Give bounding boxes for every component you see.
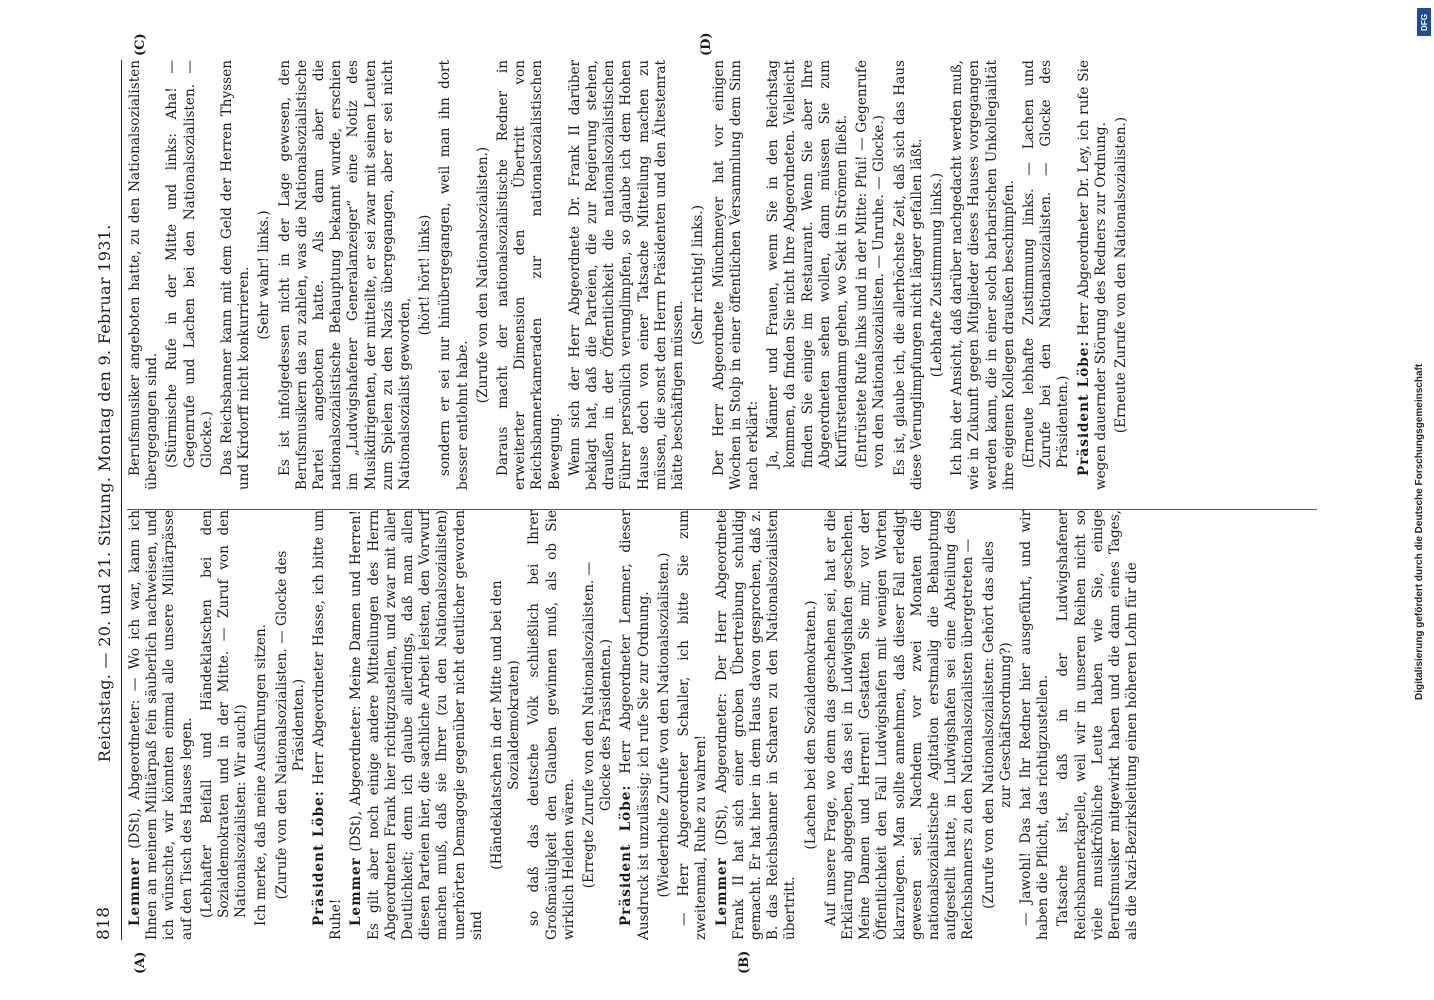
speech-paragraph [714, 510, 800, 940]
stage-direction [1113, 60, 1130, 490]
speaker-name: Lemmer [713, 857, 730, 926]
digitization-note [1414, 0, 1430, 1000]
speech-paragraph [127, 510, 196, 940]
text-paragraph [253, 510, 270, 940]
text-paragraph [437, 60, 471, 490]
text-paragraph [1018, 510, 1052, 940]
paragraph-text: Herr Abgeordneter Hasse, ich bitte um Ruhe! [311, 509, 345, 940]
text-paragraph [676, 510, 710, 940]
stage-direction [199, 510, 251, 940]
page-number: 818 [94, 906, 114, 940]
text-paragraph [219, 60, 253, 490]
stage-direction [164, 60, 216, 490]
paragraph-text: Ja, Männer und Frauen, wenn Sie in den Reichstag kommen, da finden Sie nicht Ihre Abgeordneten. Vielleicht finden Sie einige im Restaurant. Wenn Sie aber Ihre Abgeordneten sehen wollen, dann müssen Sie zum Kurfürstendamm gehen, wo Sekt in Strömen fließt. [765, 60, 850, 468]
paragraph-text: Der Herr Abgeordnete Münchmeyer hat vor einigen Wochen in Stolp in einer öffentlichen Versammlung dem Sinn nach erklärt: [710, 60, 761, 490]
paragraph-text: (Wiederholte Zurufe von den Nationalsozialisten.) [655, 552, 672, 898]
margin-marker-c: (C) [133, 33, 148, 56]
paragraph-text: sondern er sei nur hinübergegangen, weil man ihn dort besser entlohnt habe. [437, 60, 471, 490]
text-paragraph [127, 60, 161, 490]
text-paragraph [526, 510, 578, 940]
speaker-name: Lemmer [127, 857, 143, 926]
paragraph-text: — Jawohl! Das hat Ihr Redner hier ausgeführt, und wir haben die Pflicht, das richtigzustellen. [1017, 510, 1052, 940]
dfg-logo-text: DFG [1419, 13, 1429, 31]
speech-paragraph [1076, 60, 1110, 490]
paragraph-text: Das Reichsbanner kann mit dem Geld der Herren Thyssen und Kirdorff nicht konkurrieren. [219, 60, 253, 490]
stage-direction [765, 60, 851, 490]
margin-marker-b: (B) [737, 950, 752, 974]
stage-direction [581, 510, 615, 940]
paragraph-text: Daraus macht der nationalsozialistische Redner in erweiterter Dimension den Übertritt von Reichsbannerkameraden zur nationalsozialistischen Bewegung. [495, 60, 563, 490]
paragraph-text: Ich bin der Ansicht, daß darüber nachgedacht werden muß, wie in Zukunft gegen Mitglieder dieses Hauses vorgegangen werden kann, die in einer solch barbarischen Unkollegialität ihre eigenen Kollegen draußen beschimpfen. [949, 60, 1017, 490]
text-paragraph [1055, 510, 1141, 940]
stage-direction [929, 60, 946, 490]
text-paragraph [495, 60, 564, 490]
paragraph-text: (Sehr richtig! links.) [690, 204, 707, 346]
digitization-note-text: Digitalisierung gefördert durch die Deutsche Forschungsgemeinschaft [1414, 363, 1425, 700]
paragraph-text: (Erneute Zurufe von den Nationalsozialisten.) [1112, 116, 1129, 434]
stage-direction [489, 510, 523, 940]
paragraph-text: (Entrüstete Rufe links und in der Mitte: Pfui! — Gegenrufe von den Nationalsozialisten. — Unruhe. — Glocke.) [854, 60, 888, 468]
right-column [127, 60, 1327, 490]
paragraph-text: — Herr Abgeordneter Schaller, ich bitte Sie zum zweitenmal, Ruhe zu wahren! [676, 510, 710, 940]
paragraph-text: Tatsache ist, daß in der Ludwigshafener Reichsbannerkapelle, weil wir in unseren Reihen nicht so viele musikfröhliche Leute haben wie Sie, einige Berufsmusiker mitgewirkt haben und die dann eines Tages, als die Nazi-Bezirksleitung einen höheren Lohn für die [1055, 510, 1141, 940]
paragraph-text: (Händeklatschen in der Mitte und bei den Sozialdemokraten) [489, 580, 523, 870]
paragraph-text: (Erneute lebhafte Zustimmung links. — Lachen und Zurufe bei den Nationalsozialisten. — Glocke des Präsidenten.) [1020, 60, 1072, 468]
stage-direction [475, 60, 492, 490]
text-paragraph [949, 60, 1018, 490]
paragraph-text: Auf unsere Frage, wo denn das geschehen sei, hat er die Erklärung abgegeben, das sei in Ludwigshafen geschehen. Meine Damen und Herren! Gestatten Sie mir, vor der Öffentlichkeit den Fall Ludwigshafen mit wenigen Worten klarzulegen. Man sollte annehmen, daß dieser Fall erledigt gewesen sei. Nachdem vor zwei Monaten die nationalsozialistische Agitation erstmalig die Behauptung aufgestellt hatte, in Ludwigshafen sei eine Abteilung des Reichsbanners zu den Nationalsozialisten übergetreten — [822, 510, 977, 940]
paragraph-text: (Zurufe von den Nationalsozialisten. — Glocke des Präsidenten.) [273, 550, 307, 900]
speaker-name: Präsident Löbe: [1075, 340, 1092, 476]
stage-direction [656, 510, 673, 940]
paragraph-text: (Lebhafte Zustimmung links.) [928, 172, 945, 378]
speaker-name: Präsident Löbe: [311, 790, 328, 926]
stage-direction [981, 510, 1015, 940]
paragraph-text: (DSt), Abgeordneter: Der Herr Abgeordnete Frank II hat sich einer groben Übertreibung schuldig gemacht. Er hat hier in dem Haus davon gesprochen, daß z. B. das Reichsbanner in Scharen zu den Nationalsozialisten übertritt. [713, 510, 799, 940]
paragraph-text: (Zurufe von den Nationalsozialisten: Gehört das alles zur Geschäftsordnung?) [980, 541, 1014, 909]
running-title: Reichstag. — 20. und 21. Sitzung. Montag den 9. Februar 1931. [94, 224, 114, 763]
margin-marker-a: (A) [133, 951, 148, 974]
text-paragraph [277, 60, 415, 490]
speaker-name: Lemmer [348, 857, 365, 926]
page-header [87, 60, 122, 940]
stage-direction [1021, 60, 1073, 490]
paragraph-text: Wenn sich der Herr Abgeordnete Dr. Frank II darüber beklagt hat, daß die Parteien, die zur Regierung stehen, draußen in der Öffentlichkeit die nationalsozialistischen Führer persönlich verunglimpfen, so glaube ich dem Hohen Hause doch von einer Tatsache Mitteilung machen zu müssen, die sonst den Herrn Präsidenten und den Ältestenrat hätte beschäftigen müssen. [566, 60, 687, 490]
stage-direction [854, 60, 888, 490]
paragraph-text: (Zurufe von den Nationalsozialisten.) [474, 146, 491, 404]
left-column [127, 510, 1327, 940]
text-columns [127, 60, 1327, 940]
paragraph-text: (Lachen bei den Sozialdemokraten.) [802, 600, 819, 850]
stage-direction [417, 60, 434, 490]
paragraph-text: so daß das deutsche Volk schließlich bei Ihrer Großmäuligkeit den Glauben gewinnen muß, als ob Sie wirklich Helden wären. [526, 510, 577, 940]
margin-marker-d: (D) [699, 32, 714, 56]
stage-direction [803, 510, 820, 940]
stage-direction [256, 60, 273, 490]
paragraph-text: Es ist infolgedessen nicht in der Lage gewesen, den Berufsmusikern das zu zahlen, was die Nationalsozialistische Partei angeboten hatte. Als dann aber die nationalsozialistische Behauptung bekannt wurde, erschien im „Ludwigshafener Generalanzeiger“ eine Notiz des Musikdirigenten, der mitteilte, er sei zwar mit seinen Leuten zum Spielen zu den Nazis übergegangen, aber er sei nicht Nationalsozialist geworden, [276, 60, 414, 490]
text-paragraph [892, 60, 926, 490]
paragraph-text: (Lebhafter Beifall und Händeklatschen bei den Sozialdemokraten und in der Mitte. — Zuruf von den Nationalsozialisten: Wir auch!) [198, 510, 250, 918]
paragraph-text: (Stürmische Rufe in der Mitte und links: Aha! — Gegenrufe und Lachen bei den Nationalsozialisten. — Glocke.) [164, 60, 215, 468]
paragraph-text: (Erregte Zurufe von den Nationalsozialisten. — Glocke des Präsidenten.) [581, 561, 615, 889]
paragraph-text: (Sehr wahr! links.) [256, 210, 273, 340]
rotated-page-content [87, 32, 1377, 974]
paragraph-text: (DSt), Abgeordneter: Meine Damen und Herren! Es gilt aber noch einige andere Mitteilungen des Herrn Abgeordneten Frank hier richtigzustellen, und zwar mit aller Deutlichkeit; denn ich glaube allerdings, daß man allen diesen Parteien hier, die sachliche Arbeit leisten, den Vorwurf machen muß, daß sie Ihrer (zu den Nationalsozialisten) unerhörten Demagogie gegenüber nicht deutlicher geworden sind [348, 510, 485, 940]
stage-direction [274, 510, 308, 940]
speech-paragraph [618, 510, 652, 940]
speaker-name: Präsident Löbe: [618, 784, 635, 926]
paragraph-text: Ich merke, daß meine Ausführungen sitzen. [253, 623, 270, 926]
paragraph-text: Herr Abgeordneter Lemmer, dieser Ausdruck ist unzulässig; ich rufe Sie zur Ordnung. [618, 510, 652, 940]
paragraph-text: Herr Abgeordneter Dr. Ley, ich rufe Sie wegen dauernder Störung des Redners zur Ordnung. [1075, 59, 1109, 490]
text-paragraph [823, 510, 978, 940]
paragraph-text: Berufsmusiker angeboten hatte, zu den Nationalsozialisten übergegangen sind. [127, 60, 161, 490]
paragraph-text: Es ist, glaube ich, die allerhöchste Zeit, daß sich das Haus diese Verunglimpfungen nicht länger gefallen läßt. [891, 60, 925, 490]
stage-direction [690, 60, 707, 490]
speech-paragraph [311, 510, 345, 940]
text-paragraph [567, 60, 687, 490]
text-paragraph [711, 60, 763, 490]
speech-paragraph [348, 510, 486, 940]
paragraph-text: (DSt), Abgeordneter: — Wo ich war, kann ich Ihnen an meinem Militärpaß fein säuberlich nachweisen, und ich wünschte, wir könnten einmal alle unsere Militärpässe auf den Tisch des Hauses legen. [127, 510, 195, 940]
paragraph-text: (hört! hört! links) [417, 214, 434, 336]
